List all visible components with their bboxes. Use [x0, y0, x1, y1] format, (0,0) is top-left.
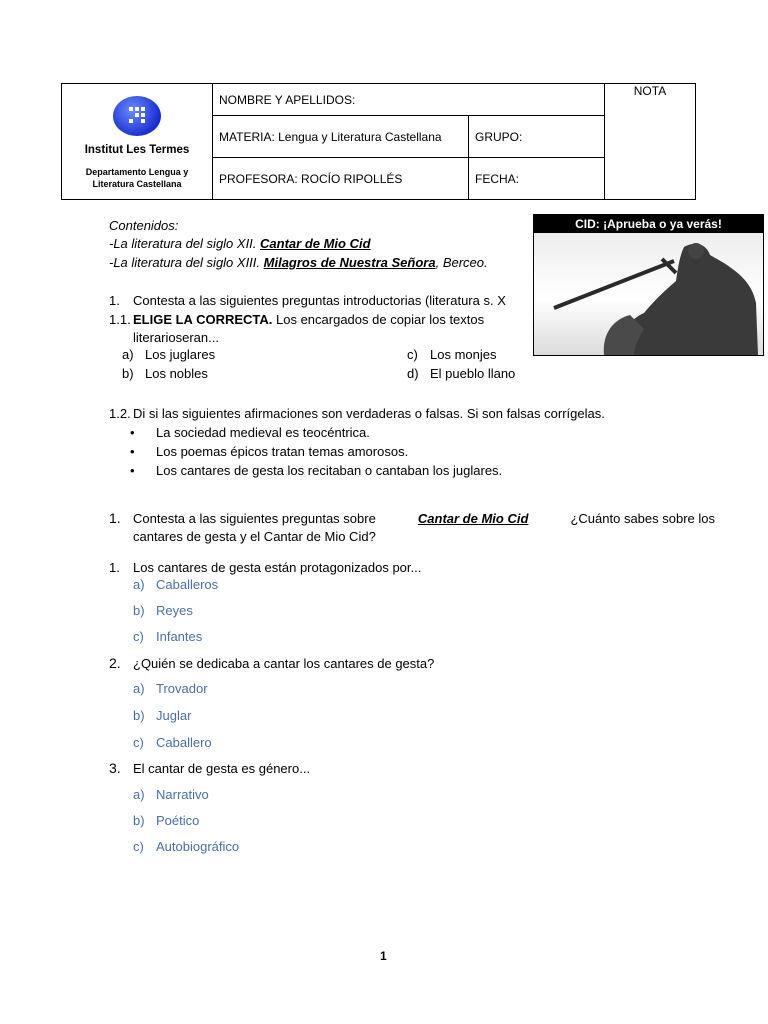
image-banner: CID: ¡Aprueba o ya verás!	[534, 215, 763, 233]
school-logo-icon	[113, 96, 161, 136]
question-3-option-c[interactable]	[133, 839, 240, 855]
contents-line-1	[109, 236, 371, 252]
option-text: Poético	[156, 813, 200, 828]
contents-line-1-work: Cantar de Mio Cid	[260, 236, 371, 251]
section2-text-a: Contesta a las siguientes preguntas sobre	[133, 511, 376, 526]
question-1-text: Los cantares de gesta están protagonizados por...	[133, 560, 422, 575]
bullet-text: Los poemas épicos tratan temas amorosos.	[156, 444, 409, 459]
bullet-text: Los cantares de gesta los recitaban o cantaban los juglares.	[156, 463, 503, 478]
contents-line-2-prefix: -La literatura del siglo XIII.	[109, 255, 264, 270]
department-line-1: Departamento Lengua y	[85, 167, 189, 177]
contents-line-2-work: Milagros de Nuestra Señora	[263, 255, 436, 270]
q12-bullet-2	[130, 444, 409, 460]
option-text: El pueblo llano	[430, 366, 516, 381]
option-letter: b)	[133, 603, 145, 618]
question-3-option-a[interactable]	[133, 787, 209, 803]
q12-text: Di si las siguientes afirmaciones son verdaderas o falsas. Si son falsas corrígelas.	[133, 406, 605, 421]
section2-work: Cantar de Mio Cid	[417, 511, 529, 526]
department-name	[62, 166, 212, 190]
header-table	[61, 83, 696, 200]
option-text: Los nobles	[145, 366, 208, 381]
option-text: Los monjes	[430, 347, 497, 362]
contents-line-2	[109, 255, 488, 271]
option-text: Trovador	[156, 681, 208, 696]
section2-text-b: ¿Cuánto sabes sobre los	[570, 511, 715, 526]
section2-text-line2: cantares de gesta y el Cantar de Mio Cid?	[133, 529, 376, 544]
bullet-text: La sociedad medieval es teocéntrica.	[156, 425, 370, 440]
question-3-number: 3.	[109, 760, 121, 776]
group-field[interactable]: GRUPO:	[469, 116, 605, 158]
cid-statue-image	[533, 214, 764, 356]
q11-text-main: Los encargados de copiar los textos	[272, 312, 485, 327]
bullet-icon: •	[130, 463, 135, 478]
bullet-icon: •	[130, 444, 135, 459]
q11-option-b[interactable]	[122, 366, 208, 382]
school-name: Institut Les Termes	[84, 144, 190, 156]
section1-number: 1.	[109, 293, 120, 308]
question-2-text: ¿Quién se dedicaba a cantar los cantares de gesta?	[133, 656, 435, 671]
contents-line-1-prefix: -La literatura del siglo XII.	[109, 236, 261, 251]
section1-text: Contesta a las siguientes preguntas introductorias (literatura s. X	[133, 293, 506, 308]
question-3-text: El cantar de gesta es género...	[133, 761, 311, 776]
question-3-option-b[interactable]	[133, 813, 200, 829]
name-field[interactable]: NOMBRE Y APELLIDOS:	[213, 84, 605, 116]
q11-instruction: ELIGE LA CORRECTA.	[133, 312, 273, 327]
department-line-2: Literatura Castellana	[92, 179, 182, 189]
section2-text	[133, 511, 715, 527]
bullet-icon: •	[130, 425, 135, 440]
option-letter: c)	[133, 735, 144, 750]
option-letter: d)	[407, 366, 419, 381]
grade-label: NOTA	[633, 84, 667, 98]
option-letter: c)	[133, 839, 144, 854]
subject-label: MATERIA: Lengua y Literatura Castellana	[213, 116, 469, 158]
q12-bullet-3	[130, 463, 503, 479]
question-2-number: 2.	[109, 655, 121, 671]
horseman-statue-icon	[534, 233, 763, 355]
q11-option-c[interactable]	[407, 347, 497, 363]
option-text: Narrativo	[156, 787, 209, 802]
contents-line-2-suffix: , Berceo.	[435, 255, 488, 270]
option-letter: b)	[133, 813, 145, 828]
question-2-option-c[interactable]	[133, 735, 212, 751]
contents-title: Contenidos:	[109, 218, 179, 233]
q11-number: 1.1.	[109, 312, 131, 327]
question-1-number: 1.	[109, 560, 120, 575]
date-field[interactable]: FECHA:	[469, 158, 605, 200]
option-text: Reyes	[156, 603, 193, 618]
q11-option-a[interactable]	[122, 347, 216, 363]
q11-option-d[interactable]	[407, 366, 516, 382]
option-letter: a)	[133, 787, 145, 802]
option-letter: a)	[133, 681, 145, 696]
q12-number: 1.2.	[109, 406, 131, 421]
q11-text-2: literarioseran...	[133, 330, 219, 345]
option-text: Caballeros	[156, 577, 219, 592]
q11-text	[133, 312, 484, 328]
option-text: Juglar	[156, 708, 192, 723]
option-letter: b)	[133, 708, 145, 723]
option-text: Autobiográfico	[156, 839, 240, 854]
question-2-option-a[interactable]	[133, 681, 208, 697]
grade-field[interactable]	[605, 84, 696, 200]
option-text: Infantes	[156, 629, 203, 644]
option-letter: a)	[133, 577, 145, 592]
option-letter: a)	[122, 347, 134, 362]
question-1-option-c[interactable]	[133, 629, 203, 645]
option-text: Los juglares	[145, 347, 216, 362]
teacher-label: PROFESORA: ROCÍO RIPOLLÉS	[213, 158, 469, 200]
page-number: 1	[380, 949, 387, 963]
option-letter: b)	[122, 366, 134, 381]
question-1-option-b[interactable]	[133, 603, 193, 619]
option-text: Caballero	[156, 735, 212, 750]
option-letter: c)	[133, 629, 144, 644]
option-letter: c)	[407, 347, 418, 362]
logo-cell	[62, 84, 213, 200]
question-2-option-b[interactable]	[133, 708, 192, 724]
q12-bullet-1	[130, 425, 370, 441]
section2-number: 1.	[109, 510, 121, 526]
question-1-option-a[interactable]	[133, 577, 219, 593]
